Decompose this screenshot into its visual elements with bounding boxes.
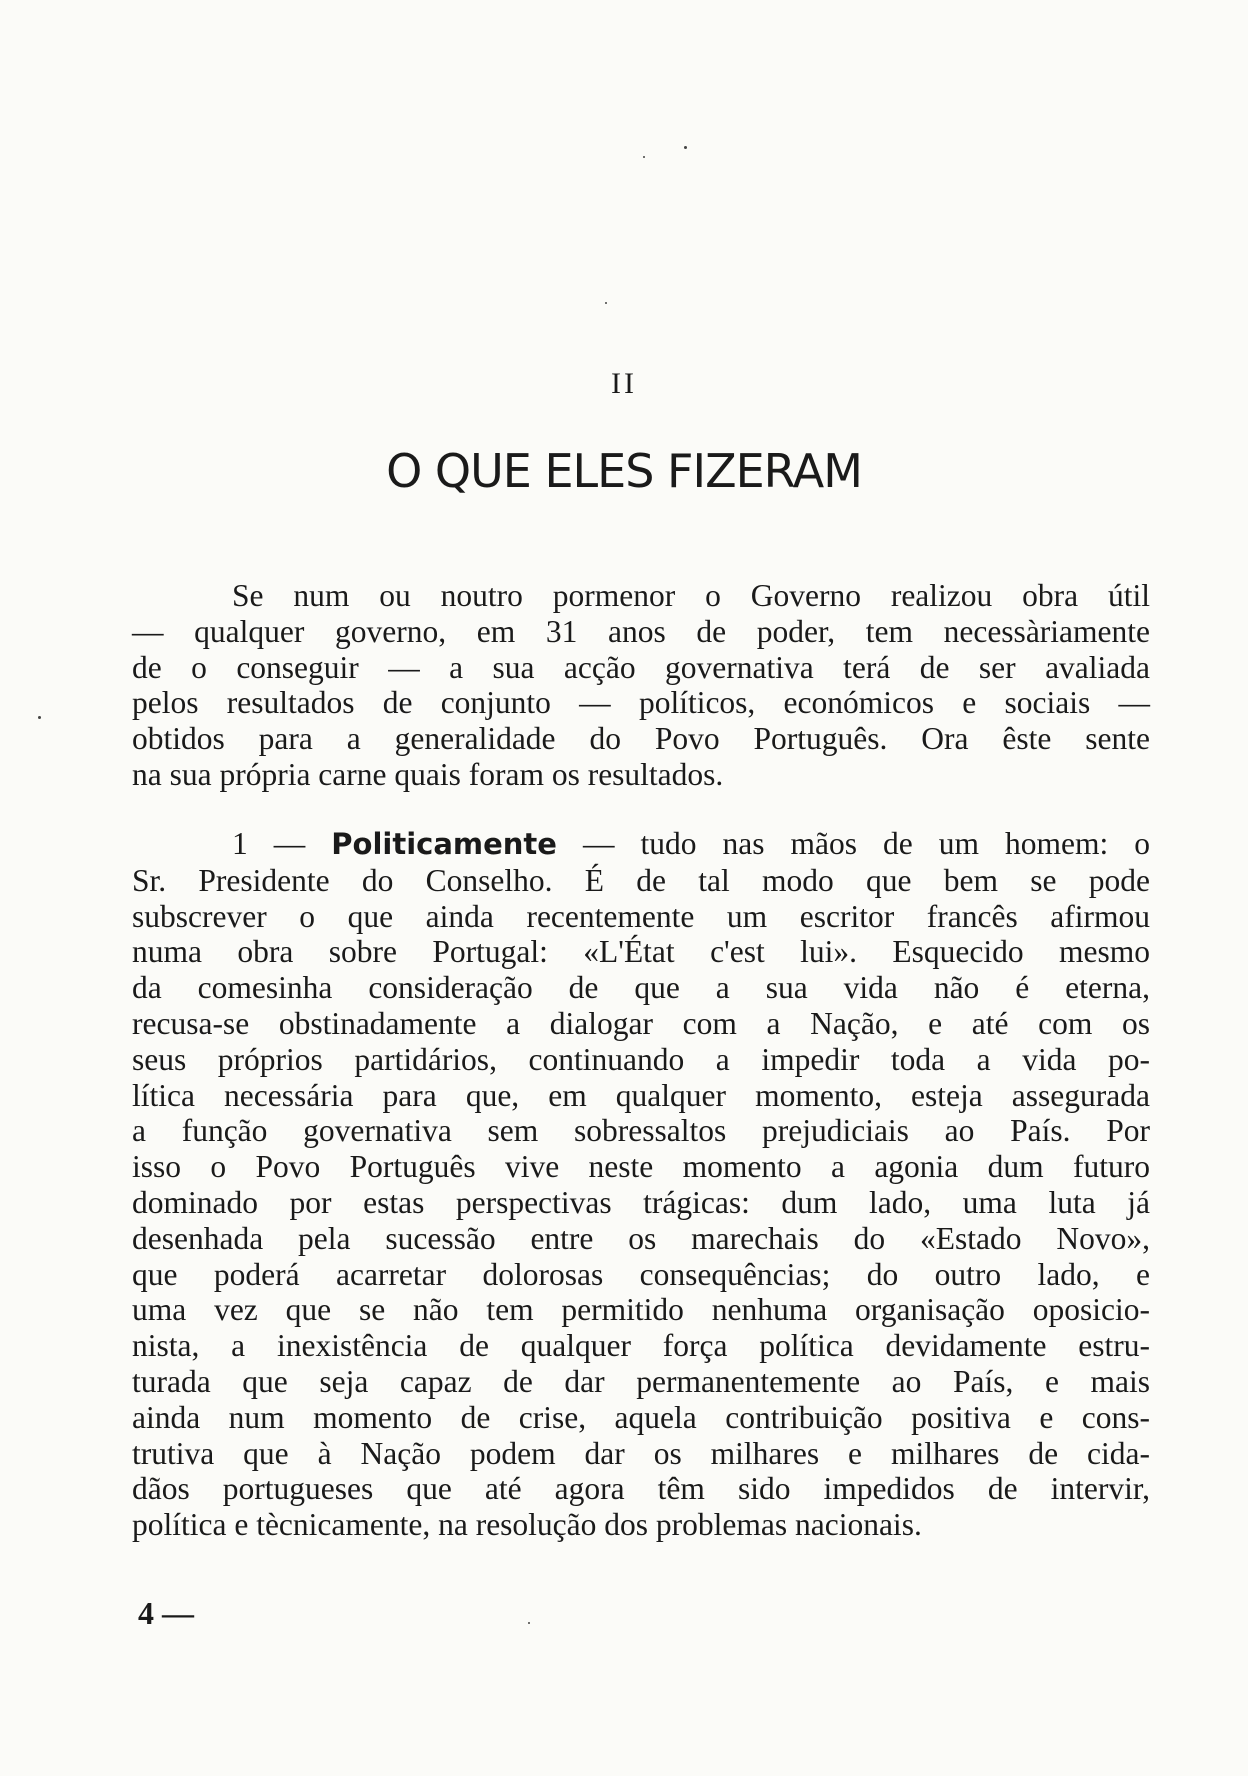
paragraph-line: numa obra sobre Portugal: «L'État c'est lui». Esquecido mesmo (132, 934, 1150, 970)
paragraph-line: lítica necessária para que, em qualquer momento, esteja assegurada (132, 1077, 1150, 1113)
paragraph-line: desenhada pela sucessão entre os marechais do «Estado Novo», (132, 1220, 1150, 1256)
paragraph-line: ainda num momento de crise, aquela contribuição positiva e cons- (132, 1399, 1150, 1435)
paragraph-lead-line (132, 826, 1150, 863)
chapter-number: II (611, 367, 637, 400)
paragraph-line: Sr. Presidente do Conselho. É de tal modo que bem se pode (132, 862, 1150, 898)
paragraph-line: dãos portugueses que até agora têm sido impedidos de intervir, (132, 1471, 1150, 1507)
scan-speck (684, 146, 687, 149)
scan-speck (38, 716, 41, 719)
paragraph-line: seus próprios partidários, continuando a impedir toda a vida po- (132, 1041, 1150, 1077)
paragraph-line: na sua própria carne quais foram os resultados. (132, 756, 724, 792)
paragraph-line: turada que seja capaz de dar permanentemente ao País, e mais (132, 1363, 1150, 1399)
paragraph-line: política e tècnicamente, na resolução dos problemas nacionais. (132, 1507, 922, 1543)
section-number: 1 — (232, 826, 332, 861)
scan-speck (605, 302, 607, 304)
paragraph-line: uma vez que se não tem permitido nenhuma organisação oposicio- (132, 1292, 1150, 1328)
paragraph-line: da comesinha consideração de que a sua vida não é eterna, (132, 970, 1150, 1006)
paragraph-line: pelos resultados de conjunto — políticos, económicos e sociais — (132, 685, 1150, 721)
paragraph-line: subscrever o que ainda recentemente um escritor francês afirmou (132, 898, 1150, 934)
paragraph-line: Se num ou noutro pormenor o Governo realizou obra útil (232, 578, 1150, 613)
chapter-title: O QUE ELES FIZERAM (386, 444, 862, 498)
page-number: 4 — (138, 1595, 194, 1631)
paragraph-line: dominado por estas perspectivas trágicas: dum lado, uma luta já (132, 1184, 1150, 1220)
paragraph-line: trutiva que à Nação podem dar os milhares e milhares de cida- (132, 1435, 1150, 1471)
paragraph-line: de o conseguir — a sua acção governativa terá de ser avaliada (132, 649, 1150, 685)
paragraph-intro (132, 578, 1150, 793)
paragraph-line: obtidos para a generalidade do Povo Português. Ora êste sente (132, 721, 1150, 757)
section-heading-inline: Politicamente (331, 827, 557, 861)
section-lead-text: — tudo nas mãos de um homem: o (556, 826, 1151, 861)
paragraph-line: isso o Povo Português vive neste momento a agonia dum futuro (132, 1149, 1150, 1185)
paragraph-line: nista, a inexistência de qualquer força política devidamente estru- (132, 1328, 1150, 1364)
paragraph-politically (132, 826, 1150, 1543)
paragraph-line: a função governativa sem sobressaltos prejudiciais ao País. Por (132, 1113, 1150, 1149)
paragraph-line: recusa-se obstinadamente a dialogar com a Nação, e até com os (132, 1005, 1150, 1041)
scan-speck (643, 156, 645, 158)
scan-speck (528, 1622, 530, 1624)
paragraph-line: — qualquer governo, em 31 anos de poder, tem necessàriamente (132, 613, 1150, 649)
paragraph-line: que poderá acarretar dolorosas consequências; do outro lado, e (132, 1256, 1150, 1292)
